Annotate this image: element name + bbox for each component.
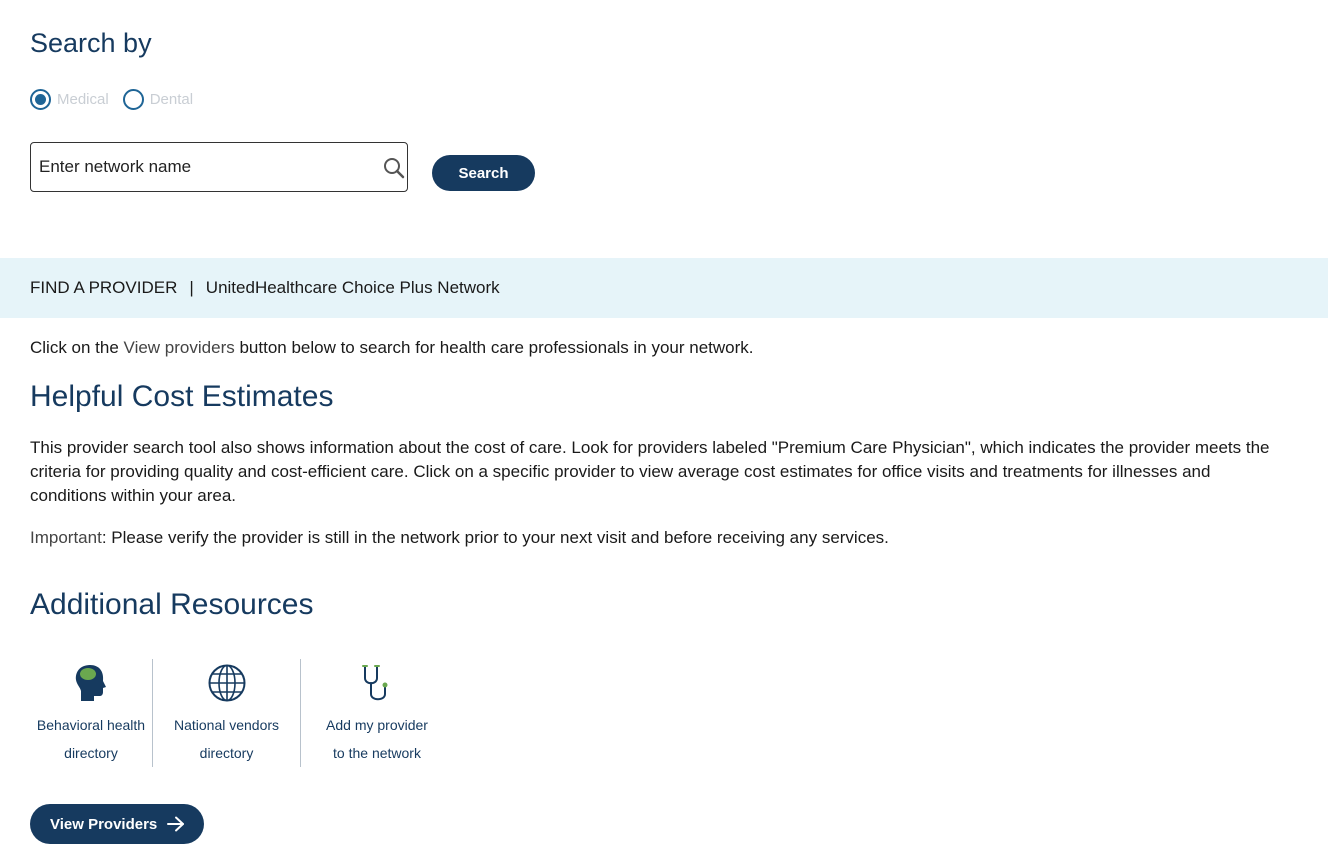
resource-behavioral-health-line2: directory [64, 745, 118, 761]
search-button[interactable]: Search [432, 155, 535, 191]
find-provider-banner [0, 258, 1328, 318]
cost-estimates-heading: Helpful Cost Estimates [30, 380, 334, 413]
search-type-radio-group [30, 89, 207, 110]
resource-national-vendors-line1: National vendors [173, 717, 280, 733]
radio-medical-indicator[interactable] [30, 89, 51, 110]
radio-dental-indicator[interactable] [123, 89, 144, 110]
stethoscope-icon [361, 663, 393, 703]
banner-network-name: UnitedHealthcare Choice Plus Network [205, 278, 500, 297]
banner-separator: | [189, 278, 194, 297]
radio-medical-label: Medical [57, 91, 109, 108]
resource-add-provider-line1: Add my provider [326, 717, 428, 733]
intro-after: button below to search for health care professionals in your network. [234, 338, 754, 357]
resources-row [30, 659, 453, 767]
cost-estimates-paragraph: This provider search tool also shows information about the cost of care. Look for providers labeled "Premium Care Physician", which indicates the provider meets the criteria for providing quality and cost-efficient care. Click on a specific provider to view average cost estimates for office visits and treatments for illnesses and conditions within your area. [30, 438, 1270, 505]
search-title: Search by [30, 28, 152, 58]
resource-national-vendors[interactable] [153, 659, 300, 767]
resource-add-provider[interactable] [301, 659, 453, 767]
network-search-input[interactable] [39, 143, 379, 191]
view-providers-button[interactable] [30, 804, 204, 844]
resource-national-vendors-line2: directory [199, 745, 254, 761]
important-note [30, 526, 1270, 550]
view-providers-label: View Providers [50, 815, 158, 833]
radio-medical[interactable] [30, 89, 109, 110]
globe-icon [207, 663, 247, 703]
resource-add-provider-line2: to the network [333, 745, 421, 761]
intro-view-providers-ref: View providers [123, 338, 235, 357]
intro-before: Click on the [30, 338, 124, 357]
additional-resources-heading: Additional Resources [30, 588, 314, 621]
radio-dental[interactable] [123, 89, 193, 110]
resource-behavioral-health-line1: Behavioral health [36, 717, 146, 733]
arrow-right-icon [167, 816, 185, 832]
head-brain-icon [74, 663, 108, 703]
important-text: : Please verify the provider is still in the network prior to your next visit and before receiving any services. [101, 528, 889, 547]
banner-title: FIND A PROVIDER [30, 278, 178, 297]
resource-behavioral-health[interactable] [30, 659, 152, 767]
search-icon[interactable] [383, 157, 405, 179]
network-search-box [30, 142, 408, 192]
important-label: Important [30, 528, 102, 547]
intro-text [30, 338, 754, 358]
radio-dental-label: Dental [149, 91, 194, 108]
